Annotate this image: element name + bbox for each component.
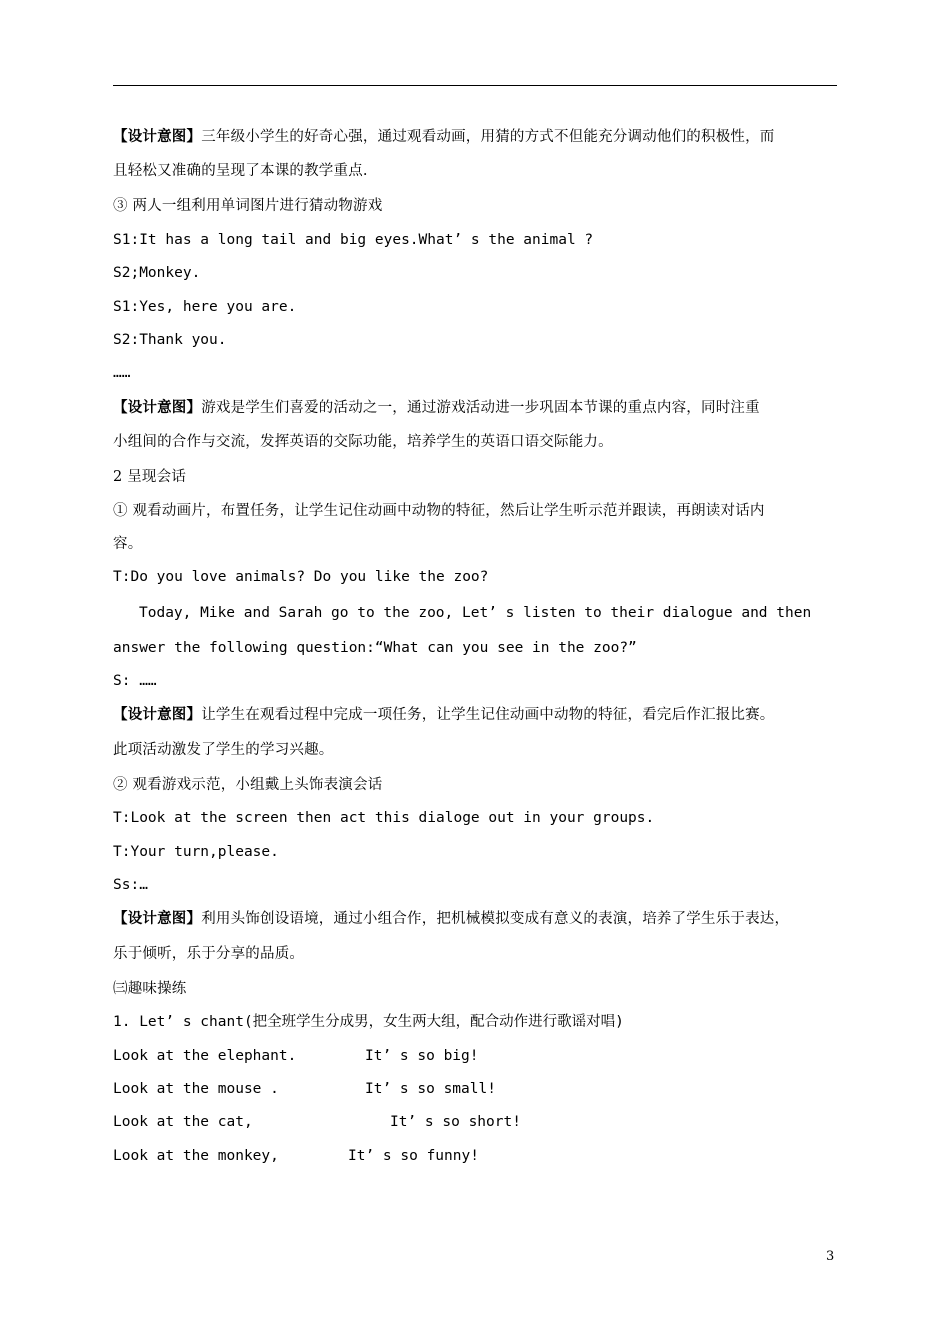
paragraph-continuation: 乐于倾听，乐于分享的品质。 — [113, 945, 305, 962]
dialogue-line: S1:It has a long tail and big eyes.What’ s the animal ? — [113, 231, 594, 248]
activity-heading: ① 观看动画片，布置任务，让学生记住动画中动物的特征，然后让学生听示范并跟读，再朗读对话内 — [113, 502, 765, 519]
paragraph-text: 三年级小学生的好奇心强，通过观看动画，用猜的方式不但能充分调动他们的积极性，而 — [201, 129, 775, 145]
dialogue-line: S1:Yes, here you are. — [113, 298, 297, 315]
design-intent-label: 【设计意图】 — [113, 398, 202, 416]
chant-row — [113, 1106, 853, 1139]
chant-right: It’ s so short! — [390, 1114, 521, 1131]
chant-row — [113, 1040, 853, 1073]
section-heading: 2 呈现会话 — [113, 469, 187, 486]
dialogue-line: Today, Mike and Sarah go to the zoo, Let’ s listen to their dialogue and then — [139, 604, 812, 621]
dialogue-line: S2;Monkey. — [113, 265, 201, 282]
design-intent-label: 【设计意图】 — [113, 706, 202, 724]
paragraph-continuation: 容。 — [113, 535, 143, 552]
chant-right: It’ s so big! — [365, 1047, 479, 1064]
design-intent-paragraph-4 — [113, 902, 853, 935]
dialogue-line: S2:Thank you. — [113, 331, 227, 348]
activity-heading: ③ 两人一组利用单词图片进行猜动物游戏 — [113, 198, 383, 215]
chant-left: Look at the cat, — [113, 1114, 253, 1131]
paragraph-text: 让学生在观看过程中完成一项任务，让学生记住动画中动物的特征，看完后作汇报比赛。 — [201, 707, 775, 724]
dialogue-line: T:Look at the screen then act this dialoge out in your groups. — [113, 810, 655, 827]
chant-left: Look at the elephant. — [113, 1047, 297, 1064]
chant-row — [113, 1140, 853, 1173]
chant-right: It’ s so small! — [365, 1080, 496, 1097]
paragraph-continuation: 此项活动激发了学生的学习兴趣。 — [113, 741, 334, 758]
paragraph-text: 利用头饰创设语境，通过小组合作，把机械模拟变成有意义的表演，培养了学生乐于表达， — [201, 911, 790, 928]
dialogue-line: T:Your turn,please. — [113, 843, 279, 860]
activity-heading: ② 观看游戏示范，小组戴上头饰表演会话 — [113, 776, 383, 793]
header-rule — [113, 85, 837, 86]
chant-right: It’ s so funny! — [348, 1147, 479, 1164]
paragraph-continuation: 且轻松又准确的呈现了本课的教学重点. — [113, 163, 368, 180]
design-intent-paragraph-2 — [113, 391, 853, 424]
page-number: 3 — [826, 1249, 835, 1264]
paragraph-text: 游戏是学生们喜爱的活动之一，通过游戏活动进一步巩固本节课的重点内容，同时注重 — [201, 399, 760, 416]
page-body — [113, 120, 853, 1173]
ellipsis-line: …… — [113, 365, 131, 382]
design-intent-label: 【设计意图】 — [113, 910, 202, 928]
chant-left: Look at the monkey, — [113, 1147, 279, 1164]
chant-row — [113, 1073, 853, 1106]
dialogue-line: S: …… — [113, 673, 157, 690]
design-intent-label: 【设计意图】 — [113, 128, 202, 145]
design-intent-paragraph-1 — [113, 120, 853, 153]
paragraph-continuation: 小组间的合作与交流，发挥英语的交际功能，培养学生的英语口语交际能力。 — [113, 434, 613, 451]
dialogue-line: answer the following question:“What can you see in the zoo?” — [113, 639, 637, 656]
chant-left: Look at the mouse . — [113, 1080, 279, 1097]
chant-instruction: 1. Let’ s chant(把全班学生分成男，女生两大组，配合动作进行歌谣对唱) — [113, 1014, 624, 1031]
design-intent-paragraph-3 — [113, 698, 853, 731]
dialogue-line: Ss:… — [113, 877, 148, 894]
dialogue-line: T:Do you love animals? Do you like the zoo? — [113, 569, 489, 586]
section-heading: ㈢趣味操练 — [113, 980, 187, 997]
